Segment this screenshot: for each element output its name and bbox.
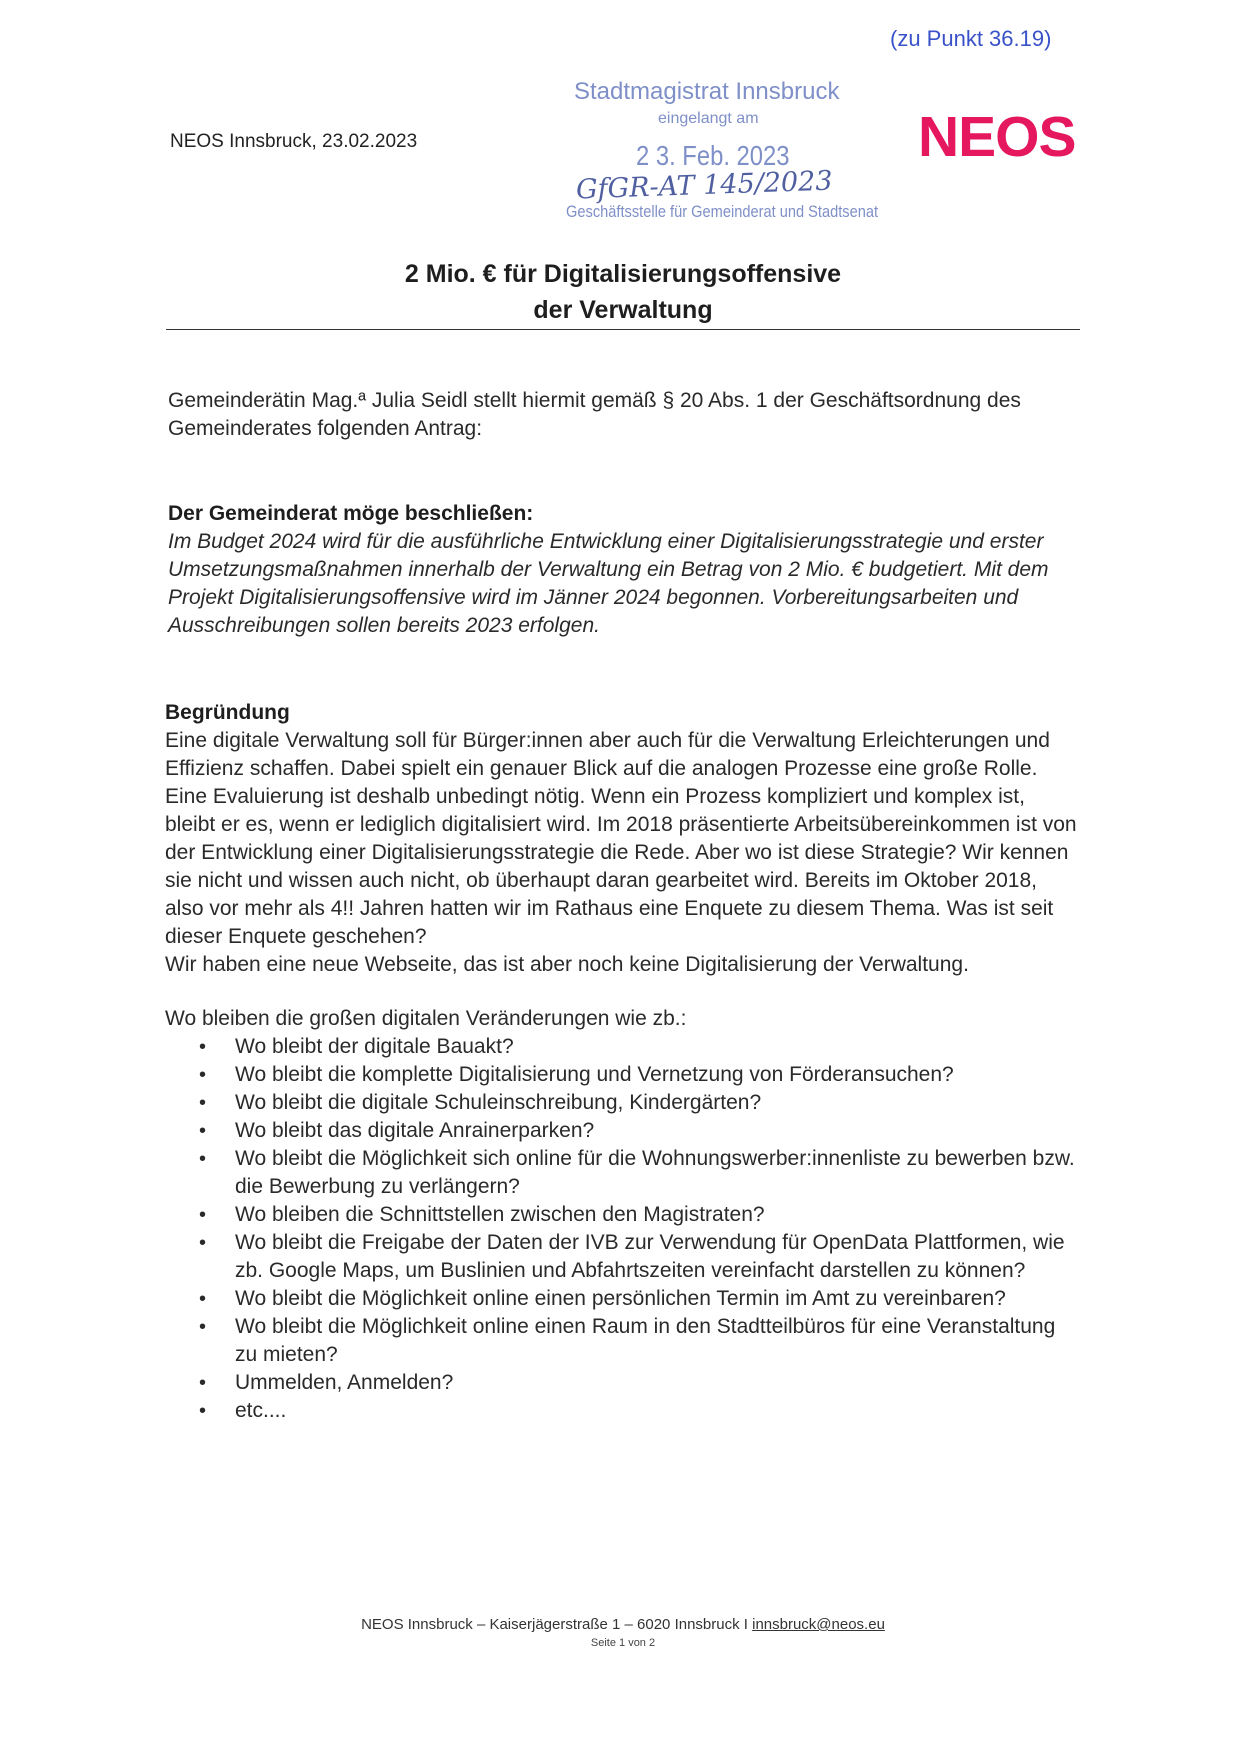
reason-section bbox=[165, 699, 1077, 979]
list-item: • Wo bleibt das digitale Anrainerparken? bbox=[165, 1117, 1077, 1145]
title-line-2: der Verwaltung bbox=[533, 296, 713, 324]
list-item: • Wo bleibt die Freigabe der Daten der IVB zur Verwendung für OpenData Plattformen, wie zb. Google Maps, um Buslinien und Abfahrtszeiten vereinfacht darstellen zu können? bbox=[165, 1229, 1077, 1285]
agenda-reference: (zu Punkt 36.19) bbox=[890, 26, 1052, 51]
document-title bbox=[166, 256, 1080, 328]
reason-website-line: Wir haben eine neue Webseite, das ist aber noch keine Digitalisierung der Verwaltung. bbox=[165, 953, 969, 976]
list-item: • Ummelden, Anmelden? bbox=[165, 1369, 1077, 1397]
list-item: • Wo bleibt die Möglichkeit sich online für die Wohnungswerber:innenliste zu bewerben bzw. die Bewerbung zu verlängern? bbox=[165, 1145, 1077, 1201]
reason-heading: Begründung bbox=[165, 701, 290, 724]
list-item: • Wo bleiben die Schnittstellen zwischen den Magistraten? bbox=[165, 1201, 1077, 1229]
list-item: • etc.... bbox=[165, 1397, 1077, 1425]
footer-address: NEOS Innsbruck – Kaiserjägerstraße 1 – 6020 Innsbruck I bbox=[361, 1616, 753, 1633]
questions-list bbox=[165, 1033, 1077, 1425]
list-item: • Wo bleibt die Möglichkeit online einen Raum in den Stadtteilbüros für eine Veranstaltung zu mieten? bbox=[165, 1313, 1077, 1369]
sender-date-line: NEOS Innsbruck, 23.02.2023 bbox=[170, 131, 418, 152]
questions-intro: Wo bleiben die großen digitalen Veränderungen wie zb.: bbox=[165, 1007, 687, 1030]
stamp-organization: Stadtmagistrat Innsbruck bbox=[574, 78, 840, 105]
questions-section bbox=[165, 1005, 1077, 1425]
received-stamp bbox=[560, 74, 879, 234]
list-item: • Wo bleibt die Möglichkeit online einen persönlichen Termin im Amt zu vereinbaren? bbox=[165, 1285, 1077, 1313]
motion-text: Im Budget 2024 wird für die ausführliche Entwicklung einer Digitalisierungsstrategie und erster Umsetzungsmaßnahmen innerhalb der Verwaltung ein Betrag von 2 Mio. € budgetiert. Mit dem Projekt Digitalisierungsoffensive wird im Jänner 2024 begonnen. Vorbereitungsarbeiten und Ausschreibungen sollen bereits 2023 erfolgen. bbox=[168, 530, 1049, 637]
footer-email-link[interactable]: innsbruck@neos.eu bbox=[752, 1616, 885, 1633]
page-number: Seite 1 von 2 bbox=[590, 1637, 656, 1649]
footer-address-line bbox=[166, 1616, 1080, 1633]
stamp-date: 2 3. Feb. 2023 bbox=[636, 140, 790, 171]
motion-section bbox=[168, 500, 1078, 640]
list-item: • Wo bleibt die komplette Digitalisierung und Vernetzung von Förderansuchen? bbox=[165, 1061, 1077, 1089]
intro-paragraph: Gemeinderätin Mag.ª Julia Seidl stellt hiermit gemäß § 20 Abs. 1 der Geschäftsordnung des Gemeinderates folgenden Antrag: bbox=[168, 389, 1021, 440]
reason-paragraph: Eine digitale Verwaltung soll für Bürger:innen aber auch für die Verwaltung Erleichterungen und Effizienz schaffen. Dabei spielt ein genauer Blick auf die analogen Prozesse eine große Rolle. Eine Evaluierung ist deshalb unbedingt nötig. Wenn ein Prozess kompliziert und komplex ist, bleibt er es, wenn er lediglich digitalisiert wird. Im 2018 präsentierte Arbeitsübereinkommen ist von der Entwicklung einer Digitalisierungsstrategie die Rede. Aber wo ist diese Strategie? Wir kennen sie nicht und wissen auch nicht, ob überhaupt daran gearbeitet wird. Bereits im Oktober 2018, also vor mehr als 4!! Jahren hatten wir im Rathaus eine Enquete zu diesem Thema. Was ist seit dieser Enquete geschehen? bbox=[165, 729, 1077, 948]
list-item: • Wo bleibt die digitale Schuleinschreibung, Kindergärten? bbox=[165, 1089, 1077, 1117]
title-divider bbox=[166, 329, 1080, 330]
title-line-1: 2 Mio. € für Digitalisierungsoffensive bbox=[404, 260, 842, 288]
stamp-handwritten-reference: GfGR-AT 145/2023 bbox=[575, 165, 834, 206]
neos-logo: NEOS bbox=[918, 105, 1076, 169]
stamp-office: Geschäftsstelle für Gemeinderat und Stadtsenat bbox=[566, 202, 879, 221]
motion-heading: Der Gemeinderat möge beschließen: bbox=[168, 502, 534, 525]
list-item: • Wo bleibt der digitale Bauakt? bbox=[165, 1033, 1077, 1061]
stamp-received-label: eingelangt am bbox=[658, 110, 759, 127]
